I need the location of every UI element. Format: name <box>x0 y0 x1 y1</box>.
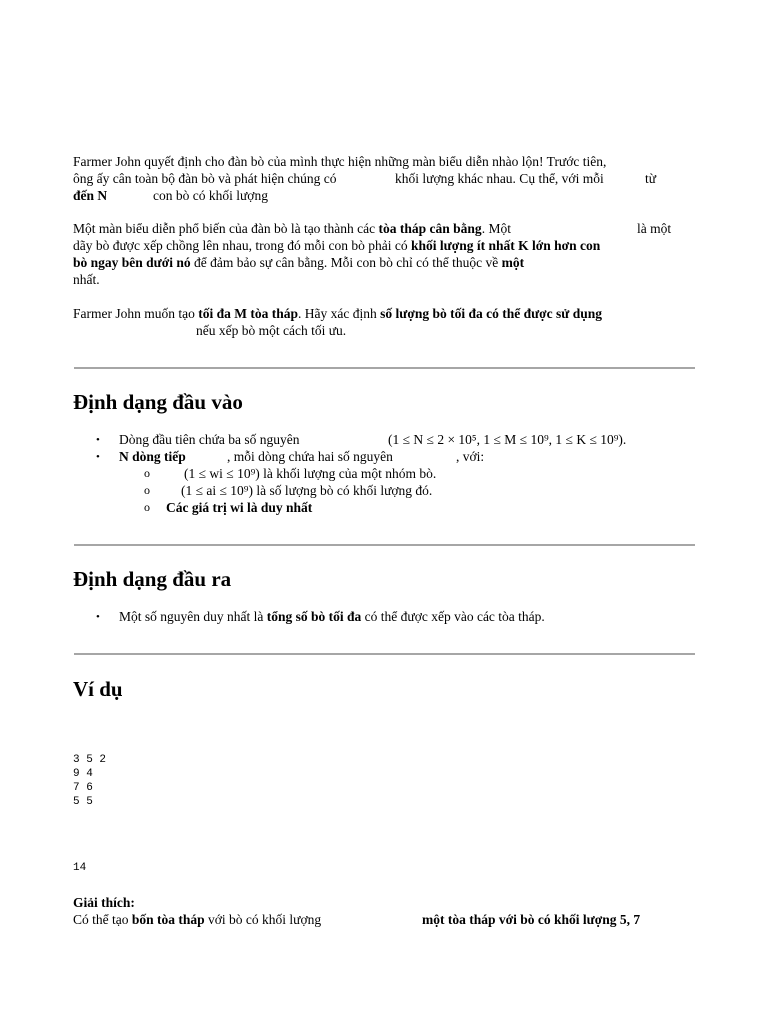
intro-line-3b: con bò có khối lượng <box>153 188 268 203</box>
input-bullet-1-text: Dòng đầu tiên chứa ba số nguyên <box>119 432 300 447</box>
para2-text: để đảm bảo sự cân bằng. Mỗi con bò chỉ có thể thuộc về <box>194 255 499 270</box>
input-sub-2: (1 ≤ ai ≤ 10⁹) là số lượng bò có khối lượng đó. <box>181 483 433 498</box>
intro-line-2a: ông ấy cân toàn bộ đàn bò và phát hiện chúng có <box>73 171 337 186</box>
para2-line-1-end: là một <box>637 221 672 236</box>
explanation-text: Có thể tạo <box>73 912 129 927</box>
para2-text: . Một <box>481 221 511 236</box>
para2-bold-weight-rule: khối lượng ít nhất K lớn hơn con <box>411 238 601 253</box>
intro-line-1: Farmer John quyết định cho đàn bò của mình thực hiện những màn biểu diễn nhào lộn! Trước tiên, <box>73 154 607 169</box>
para2-bold-balanced-tower: tòa tháp cân bằng <box>378 221 482 236</box>
explanation-text: với bò có khối lượng <box>208 912 322 927</box>
bullet-icon: • <box>96 611 100 623</box>
explanation-line <box>73 911 321 928</box>
para3-line-2: nếu xếp bò một cách tối ưu. <box>196 323 347 338</box>
para2-line-1 <box>73 220 511 237</box>
output-format-heading: Định dạng đầu ra <box>73 567 232 591</box>
para2-line-4: nhất. <box>73 272 100 287</box>
intro-line-2b: khối lượng khác nhau. Cụ thể, với mỗi <box>395 171 604 186</box>
explanation-bold-four-towers: bốn tòa tháp <box>131 912 205 927</box>
input-sub-1: (1 ≤ wi ≤ 10⁹) là khối lượng của một nhóm bò. <box>184 466 437 481</box>
input-format-heading: Định dạng đầu vào <box>73 390 243 414</box>
sample-output: 14 <box>73 862 87 874</box>
input-bullet-2-bold: N dòng tiếp <box>119 449 186 464</box>
para2-text: dãy bò được xếp chồng lên nhau, trong đó mỗi con bò phải có <box>73 238 408 253</box>
output-text: có thể được xếp vào các tòa tháp. <box>364 609 545 624</box>
para3-line-1 <box>73 305 602 322</box>
output-text: Một số nguyên duy nhất là <box>119 609 264 624</box>
para2-line-3 <box>73 254 524 271</box>
intro-line-3a: đến N <box>73 188 108 203</box>
example-heading: Ví dụ <box>73 677 123 701</box>
section-divider <box>74 544 695 546</box>
sample-input-block <box>73 753 106 809</box>
sub-bullet-icon: o <box>144 500 150 514</box>
para3-text: Farmer John muốn tạo <box>73 306 195 321</box>
explanation-bold-one-tower: một tòa tháp với bò có khối lượng 5, 7 <box>422 912 641 927</box>
input-bullet-2-end: , với: <box>456 449 485 464</box>
para3-bold-max-cows: số lượng bò tối đa có thể được sử dụng <box>380 306 603 321</box>
explanation-title: Giải thích: <box>73 895 135 910</box>
section-divider <box>74 367 695 369</box>
input-bullet-2-text: , mỗi dòng chứa hai số nguyên <box>227 449 393 464</box>
section-divider <box>74 653 695 655</box>
sub-bullet-icon: o <box>144 483 150 497</box>
para3-text: . Hãy xác định <box>298 306 377 321</box>
input-sub-3: Các giá trị wi là duy nhất <box>166 500 313 515</box>
sub-bullet-icon: o <box>144 466 150 480</box>
para2-line-2 <box>73 237 600 254</box>
sample-input-line: 3 5 2 <box>73 754 107 766</box>
output-bold-total: tổng số bò tối đa <box>266 609 362 624</box>
output-bullet-1 <box>119 608 545 625</box>
para2-text: Một màn biểu diễn phổ biến của đàn bò là tạo thành các <box>73 221 376 236</box>
intro-line-2c: từ <box>645 171 657 186</box>
bullet-icon: • <box>96 434 100 446</box>
sample-input-line: 9 4 <box>73 768 93 780</box>
sample-input-line: 7 6 <box>73 782 93 794</box>
para3-bold-max-towers: tối đa M tòa tháp <box>198 306 298 321</box>
para2-bold-one: một <box>501 255 525 270</box>
bullet-icon: • <box>96 451 100 463</box>
sample-input-line: 5 5 <box>73 796 93 808</box>
para2-bold-below: bò ngay bên dưới nó <box>73 255 191 270</box>
input-bullet-1-constraints: (1 ≤ N ≤ 2 × 10⁵, 1 ≤ M ≤ 10⁹, 1 ≤ K ≤ 10⁹). <box>388 432 627 447</box>
